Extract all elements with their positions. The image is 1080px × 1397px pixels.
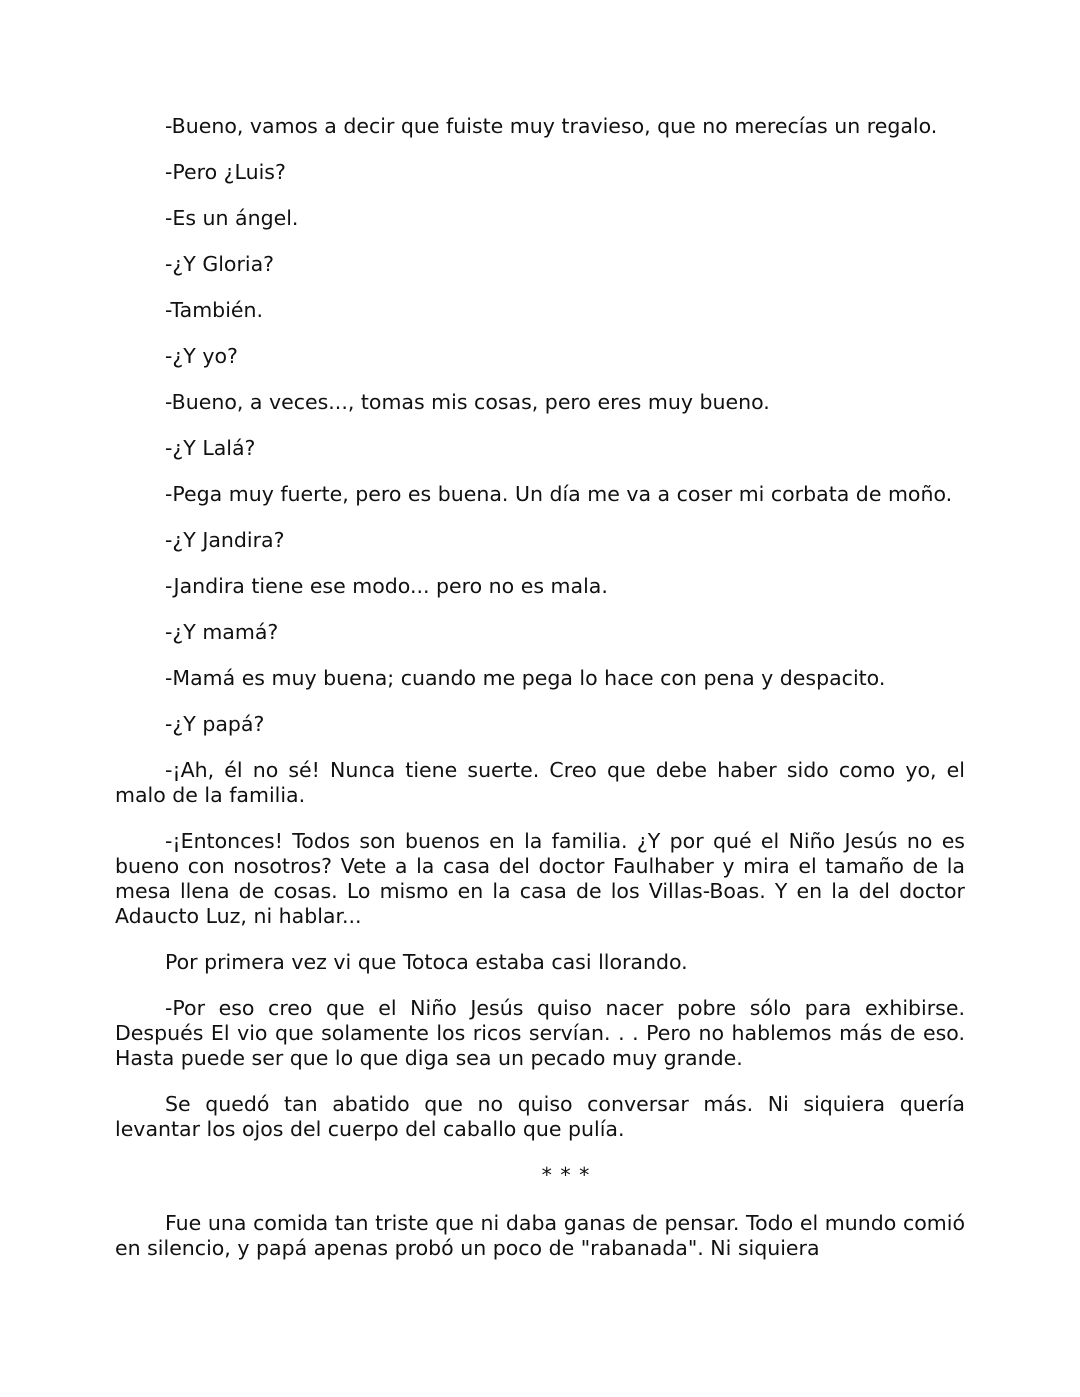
paragraph: -¿Y Gloria? bbox=[165, 252, 275, 276]
paragraph: -¡Ah, él no sé! Nunca tiene suerte. Creo que debe haber sido como yo, el malo de la familia. bbox=[115, 758, 965, 807]
paragraph: -Por eso creo que el Niño Jesús quiso nacer pobre sólo para exhibirse. Después El vio que solamente los ricos servían. . . Pero no hablemos más de eso. Hasta puede ser que lo que diga sea un pecado muy grande. bbox=[115, 996, 965, 1070]
paragraph: -¿Y papá? bbox=[165, 712, 265, 736]
paragraph: -¿Y Jandira? bbox=[165, 528, 285, 552]
paragraph: -Bueno, vamos a decir que fuiste muy travieso, que no merecías un regalo. bbox=[165, 114, 938, 138]
paragraph: Fue una comida tan triste que ni daba ganas de pensar. Todo el mundo comió en silencio, y papá apenas probó un poco de "rabanada". Ni siquiera bbox=[115, 1211, 965, 1260]
paragraph: -¿Y Lalá? bbox=[165, 436, 256, 460]
paragraph: -Es un ángel. bbox=[165, 206, 299, 230]
document-page bbox=[115, 114, 965, 1282]
paragraph: -Jandira tiene ese modo... pero no es mala. bbox=[165, 574, 608, 598]
paragraph: -¿Y yo? bbox=[165, 344, 238, 368]
paragraph: Por primera vez vi que Totoca estaba casi llorando. bbox=[165, 950, 688, 974]
paragraph: -Mamá es muy buena; cuando me pega lo hace con pena y despacito. bbox=[165, 666, 886, 690]
paragraph: Se quedó tan abatido que no quiso conversar más. Ni siquiera quería levantar los ojos del cuerpo del caballo que pulía. bbox=[115, 1092, 965, 1141]
paragraph: -También. bbox=[165, 298, 264, 322]
paragraph: -Pega muy fuerte, pero es buena. Un día me va a coser mi corbata de moño. bbox=[165, 482, 953, 506]
paragraph: -Pero ¿Luis? bbox=[165, 160, 286, 184]
paragraph: -Bueno, a veces..., tomas mis cosas, pero eres muy bueno. bbox=[165, 390, 770, 414]
paragraph: -¡Entonces! Todos son buenos en la familia. ¿Y por qué el Niño Jesús no es bueno con nosotros? Vete a la casa del doctor Faulhaber y mira el tamaño de la mesa llena de cosas. Lo mismo en la casa de los Villas-Boas. Y en la del doctor Adaucto Luz, ni hablar... bbox=[115, 829, 965, 928]
paragraph: -¿Y mamá? bbox=[165, 620, 279, 644]
section-separator: * * * bbox=[541, 1163, 591, 1187]
